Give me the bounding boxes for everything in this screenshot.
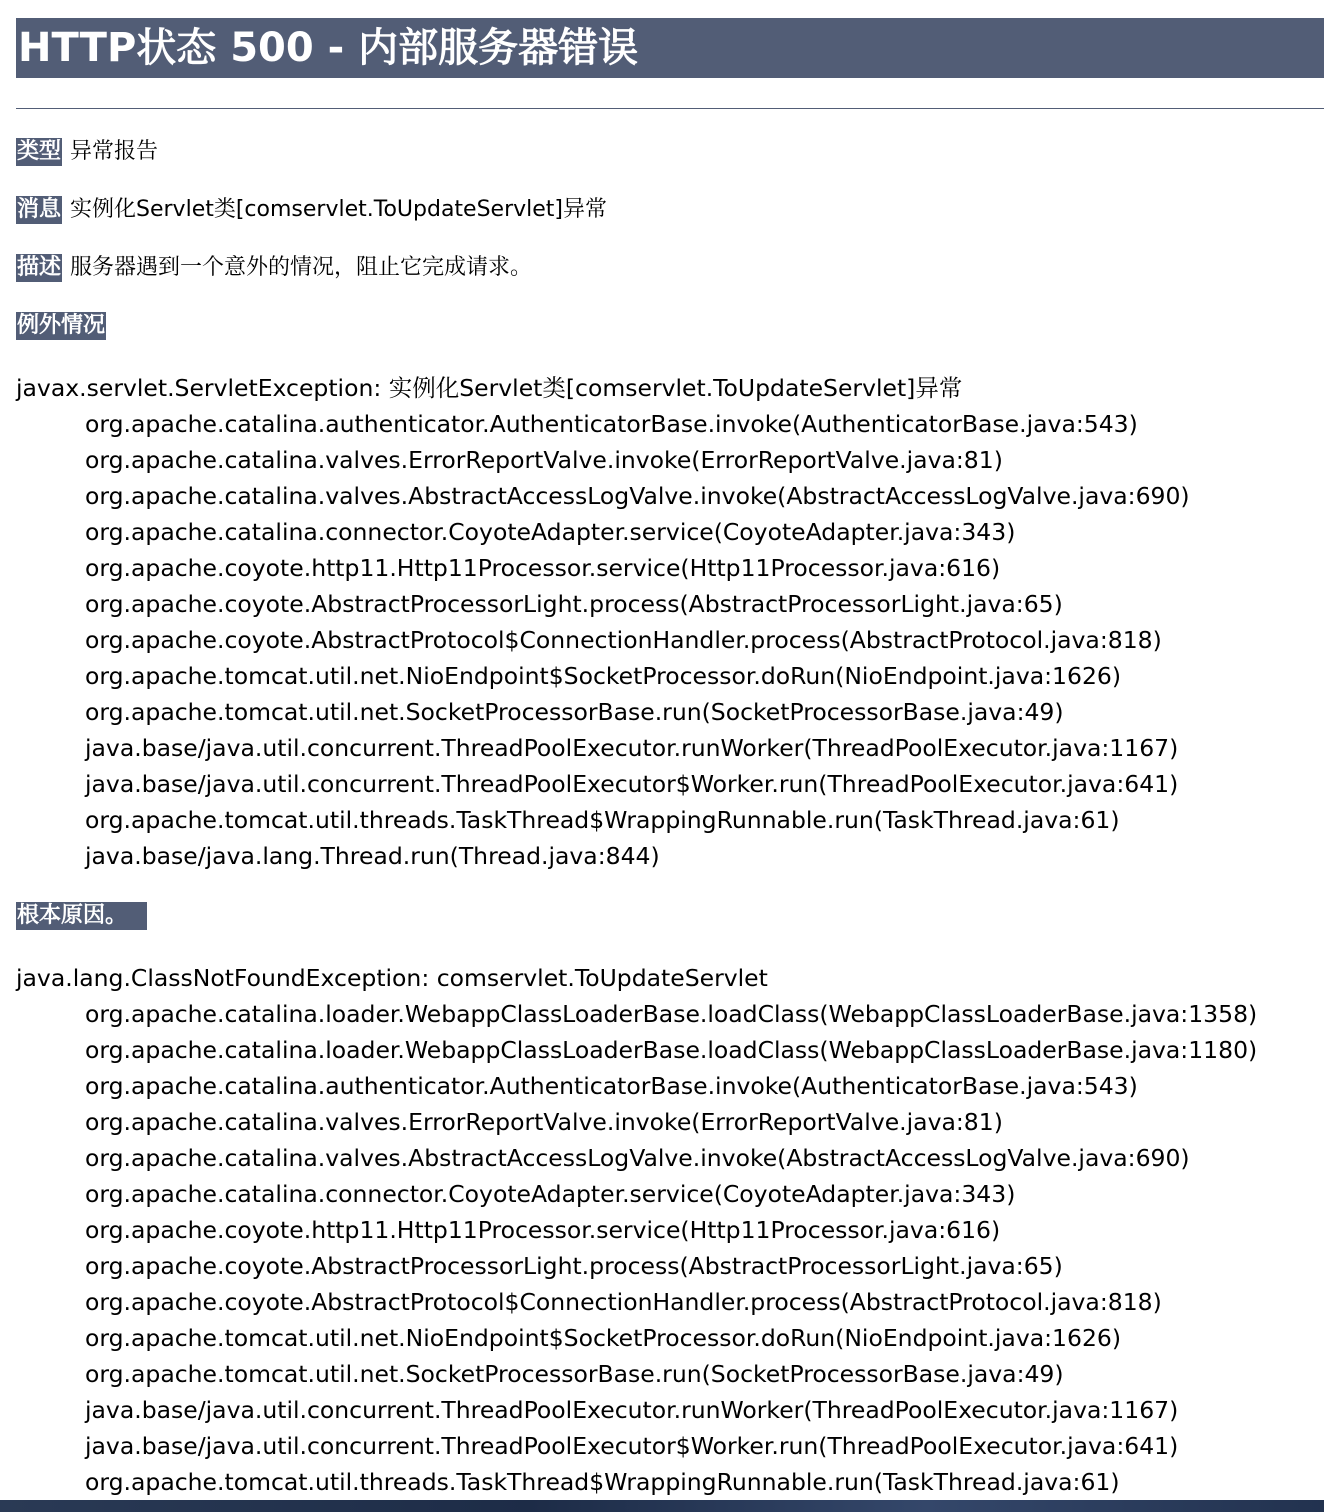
stack-frame: org.apache.tomcat.util.threads.TaskThread$WrappingRunnable.run(TaskThread.java:61) (85, 1468, 1120, 1496)
stack-frame: org.apache.catalina.valves.AbstractAccessLogValve.invoke(AbstractAccessLogValve.java:690) (85, 482, 1190, 510)
stack-frame: org.apache.tomcat.util.net.SocketProcessorBase.run(SocketProcessorBase.java:49) (85, 698, 1064, 726)
stack-frame: org.apache.catalina.valves.AbstractAccessLogValve.invoke(AbstractAccessLogValve.java:690) (85, 1144, 1190, 1172)
stack-frame: org.apache.catalina.authenticator.AuthenticatorBase.invoke(AuthenticatorBase.java:543) (85, 410, 1138, 438)
stack-frame: org.apache.coyote.AbstractProcessorLight.process(AbstractProcessorLight.java:65) (85, 1252, 1063, 1280)
stack-frame: org.apache.coyote.AbstractProtocol$ConnectionHandler.process(AbstractProtocol.java:818) (85, 626, 1162, 654)
stack-frame: org.apache.catalina.authenticator.AuthenticatorBase.invoke(AuthenticatorBase.java:543) (85, 1072, 1138, 1100)
exception-label: 例外情况 (17, 313, 106, 338)
exception-head: javax.servlet.ServletException: 实例化Servlet类[comservlet.ToUpdateServlet]异常 (16, 374, 963, 402)
stack-frame: org.apache.catalina.connector.CoyoteAdapter.service(CoyoteAdapter.java:343) (85, 518, 1016, 546)
stack-frame: org.apache.coyote.http11.Http11Processor.service(Http11Processor.java:616) (85, 1216, 1001, 1244)
exception-heading-row (16, 312, 106, 340)
type-row (16, 138, 158, 166)
type-label: 类型 (17, 139, 62, 164)
stack-frame: org.apache.catalina.loader.WebappClassLoaderBase.loadClass(WebappClassLoaderBase.java:1358) (85, 1000, 1258, 1028)
type-value: 异常报告 (70, 139, 159, 164)
description-value: 服务器遇到一个意外的情况，阻止它完成请求。 (70, 255, 533, 280)
root-cause-head: java.lang.ClassNotFoundException: comservlet.ToUpdateServlet (16, 964, 768, 992)
stack-frame: org.apache.tomcat.util.net.NioEndpoint$SocketProcessor.doRun(NioEndpoint.java:1626) (85, 662, 1122, 690)
desktop-background-strip (0, 1500, 1324, 1512)
message-label: 消息 (17, 197, 62, 222)
stack-frame: java.base/java.lang.Thread.run(Thread.java:844) (85, 842, 660, 870)
stack-frame: org.apache.catalina.loader.WebappClassLoaderBase.loadClass(WebappClassLoaderBase.java:1180) (85, 1036, 1258, 1064)
stack-frame: org.apache.coyote.AbstractProtocol$ConnectionHandler.process(AbstractProtocol.java:818) (85, 1288, 1162, 1316)
stack-frame: org.apache.tomcat.util.threads.TaskThread$WrappingRunnable.run(TaskThread.java:61) (85, 806, 1120, 834)
stack-frame: java.base/java.util.concurrent.ThreadPoolExecutor$Worker.run(ThreadPoolExecutor.java:641) (85, 1432, 1179, 1460)
stack-frame: org.apache.tomcat.util.net.SocketProcessorBase.run(SocketProcessorBase.java:49) (85, 1360, 1064, 1388)
root-cause-label: 根本原因。 (16, 902, 147, 930)
exception-stack-trace (16, 370, 1316, 874)
root-cause-stack-trace (16, 960, 1316, 1500)
message-value: 实例化Servlet类[comservlet.ToUpdateServlet]异常 (70, 197, 608, 222)
page-title: HTTP状态 500 - 内部服务器错误 (16, 18, 1324, 78)
title-divider (16, 108, 1324, 109)
stack-frame: org.apache.coyote.http11.Http11Processor.service(Http11Processor.java:616) (85, 554, 1001, 582)
stack-frame: org.apache.catalina.valves.ErrorReportValve.invoke(ErrorReportValve.java:81) (85, 1108, 1003, 1136)
stack-frame: org.apache.coyote.AbstractProcessorLight.process(AbstractProcessorLight.java:65) (85, 590, 1063, 618)
description-row (16, 254, 532, 282)
stack-frame: org.apache.catalina.valves.ErrorReportValve.invoke(ErrorReportValve.java:81) (85, 446, 1003, 474)
stack-frame: org.apache.catalina.connector.CoyoteAdapter.service(CoyoteAdapter.java:343) (85, 1180, 1016, 1208)
stack-frame: java.base/java.util.concurrent.ThreadPoolExecutor.runWorker(ThreadPoolExecutor.java:1167) (85, 734, 1179, 762)
description-label: 描述 (17, 255, 62, 280)
root-cause-heading-row (16, 902, 147, 930)
stack-frame: org.apache.tomcat.util.net.NioEndpoint$SocketProcessor.doRun(NioEndpoint.java:1626) (85, 1324, 1122, 1352)
stack-frame: java.base/java.util.concurrent.ThreadPoolExecutor.runWorker(ThreadPoolExecutor.java:1167) (85, 1396, 1179, 1424)
stack-frame: java.base/java.util.concurrent.ThreadPoolExecutor$Worker.run(ThreadPoolExecutor.java:641) (85, 770, 1179, 798)
message-row (16, 196, 607, 224)
